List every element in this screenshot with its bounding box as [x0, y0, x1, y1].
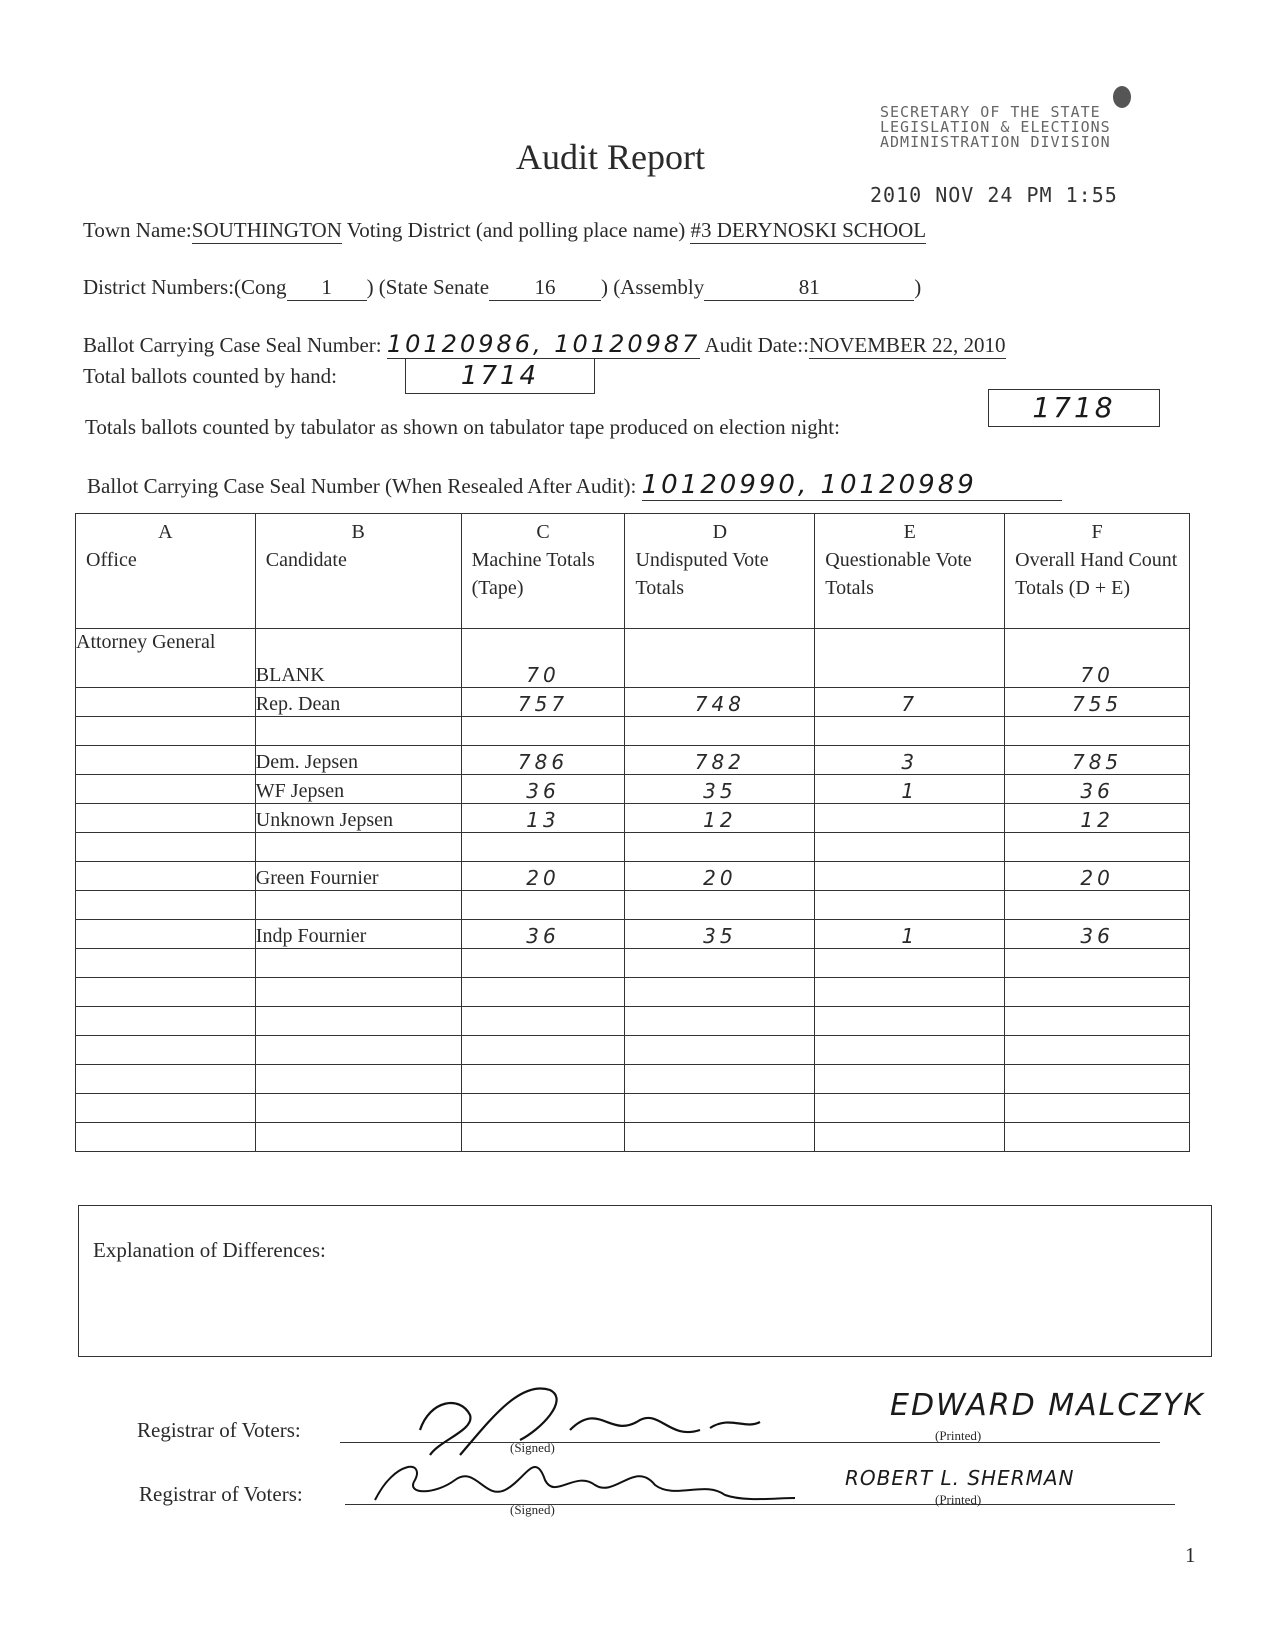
cell-undisputed — [625, 1094, 815, 1123]
table-row — [76, 949, 1190, 978]
cell-questionable — [815, 629, 1005, 688]
header-office: A Office — [76, 514, 256, 629]
table-row — [76, 1007, 1190, 1036]
cell-candidate: Green Fournier — [255, 862, 461, 891]
stamp-date: 2010 NOV 24 PM 1:55 — [870, 183, 1118, 207]
cell-overall: 20 — [1005, 862, 1190, 891]
cell-undisputed — [625, 1065, 815, 1094]
cell-office — [76, 717, 256, 746]
table-header-row — [76, 514, 1190, 629]
reseal-value: 10120990, 10120989 — [642, 470, 1062, 501]
cell-machine-total: 36 — [461, 775, 625, 804]
audit-date-label: Audit Date:: — [704, 333, 809, 357]
cell-office — [76, 1036, 256, 1065]
stamp-line-1: SECRETARY OF THE STATE — [880, 103, 1101, 121]
tabulator-value: 1718 — [1032, 391, 1116, 424]
cell-machine-total — [461, 891, 625, 920]
cell-overall: 70 — [1005, 629, 1190, 688]
registrar-2-signature — [365, 1440, 805, 1520]
cell-machine-total: 70 — [461, 629, 625, 688]
cell-questionable — [815, 1123, 1005, 1152]
page-number: 1 — [1185, 1543, 1196, 1567]
table-row — [76, 920, 1190, 949]
table-row — [76, 978, 1190, 1007]
cell-questionable — [815, 1094, 1005, 1123]
received-stamp — [880, 105, 1111, 150]
district-value: #3 DERYNOSKI SCHOOL — [690, 218, 927, 242]
hand-count-value: 1714 — [460, 361, 540, 391]
cell-undisputed: 35 — [625, 920, 815, 949]
cell-candidate: Dem. Jepsen — [255, 746, 461, 775]
cell-overall: 36 — [1005, 775, 1190, 804]
reseal-label: Ballot Carrying Case Seal Number (When Resealed After Audit): — [87, 474, 637, 498]
seal-line — [83, 330, 1006, 359]
cell-overall — [1005, 891, 1190, 920]
cell-candidate: WF Jepsen — [255, 775, 461, 804]
assembly-close: ) — [914, 275, 922, 299]
registrar-2-printed-name: ROBERT L. SHERMAN — [845, 1466, 1075, 1490]
cell-office — [76, 804, 256, 833]
cell-machine-total — [461, 978, 625, 1007]
senate-label: ) (State Senate — [366, 275, 490, 299]
reseal-line — [87, 470, 1062, 501]
senate-value: 16 — [489, 275, 601, 301]
cell-office — [76, 833, 256, 862]
cell-questionable — [815, 949, 1005, 978]
cell-office — [76, 775, 256, 804]
cell-office — [76, 1094, 256, 1123]
registrar-1-printed-caption: (Printed) — [935, 1428, 982, 1443]
cell-candidate — [255, 978, 461, 1007]
cell-office — [76, 891, 256, 920]
table-row — [76, 891, 1190, 920]
cell-undisputed: 20 — [625, 862, 815, 891]
cell-undisputed — [625, 1036, 815, 1065]
cell-overall — [1005, 833, 1190, 862]
cell-overall — [1005, 978, 1190, 1007]
cell-machine-total — [461, 1123, 625, 1152]
registrar-2-printed-caption: (Printed) — [935, 1492, 982, 1507]
cell-questionable — [815, 804, 1005, 833]
cong-value: 1 — [287, 275, 367, 301]
district-numbers-line — [83, 275, 921, 301]
cell-candidate: BLANK — [255, 629, 461, 688]
cell-questionable — [815, 1007, 1005, 1036]
cell-candidate: Indp Fournier — [255, 920, 461, 949]
cell-candidate: Rep. Dean — [255, 688, 461, 717]
hand-count-label: Total ballots counted by hand: — [83, 364, 337, 388]
cell-overall — [1005, 1036, 1190, 1065]
cell-candidate — [255, 949, 461, 978]
cell-office — [76, 1123, 256, 1152]
registrar-1-label: Registrar of Voters: — [137, 1418, 301, 1442]
cell-overall — [1005, 1094, 1190, 1123]
town-line — [83, 218, 926, 244]
cell-questionable — [815, 978, 1005, 1007]
cell-office — [76, 1007, 256, 1036]
cell-questionable: 3 — [815, 746, 1005, 775]
registrar-2-signed-caption: (Signed) — [510, 1502, 555, 1517]
registrar-2-label: Registrar of Voters: — [139, 1482, 303, 1506]
cell-questionable — [815, 891, 1005, 920]
table-row — [76, 804, 1190, 833]
cell-candidate — [255, 1007, 461, 1036]
cell-questionable — [815, 1036, 1005, 1065]
table-row — [76, 833, 1190, 862]
cell-machine-total: 757 — [461, 688, 625, 717]
cell-overall — [1005, 1007, 1190, 1036]
seal-value: 10120986, 10120987 — [386, 330, 701, 358]
cell-overall — [1005, 949, 1190, 978]
district-label: Voting District (and polling place name) — [346, 218, 686, 242]
table-row — [76, 1065, 1190, 1094]
cell-overall — [1005, 1065, 1190, 1094]
cell-undisputed — [625, 629, 815, 688]
header-candidate: B Candidate — [255, 514, 461, 629]
header-questionable: E Questionable Vote Totals — [815, 514, 1005, 629]
cell-overall — [1005, 1123, 1190, 1152]
table-row — [76, 746, 1190, 775]
cell-office — [76, 746, 256, 775]
cong-label: District Numbers:(Cong — [83, 275, 287, 299]
cell-machine-total: 20 — [461, 862, 625, 891]
cell-candidate — [255, 1036, 461, 1065]
registrar-1-printed-name: EDWARD MALCZYK — [890, 1388, 1205, 1423]
cell-questionable — [815, 862, 1005, 891]
cell-office: Attorney General — [76, 629, 256, 688]
cell-machine-total — [461, 833, 625, 862]
stamp-line-3: ADMINISTRATION DIVISION — [880, 133, 1111, 151]
tabulator-box — [988, 389, 1160, 427]
table-row — [76, 1094, 1190, 1123]
cell-undisputed — [625, 1007, 815, 1036]
explanation-box — [78, 1205, 1212, 1357]
cell-overall: 12 — [1005, 804, 1190, 833]
header-machine-totals: C Machine Totals (Tape) — [461, 514, 625, 629]
cell-questionable — [815, 833, 1005, 862]
tabulator-label: Totals ballots counted by tabulator as shown on tabulator tape produced on election night: — [85, 415, 840, 439]
cell-undisputed: 12 — [625, 804, 815, 833]
cell-questionable — [815, 717, 1005, 746]
cell-undisputed: 782 — [625, 746, 815, 775]
cell-undisputed — [625, 717, 815, 746]
header-undisputed: D Undisputed Vote Totals — [625, 514, 815, 629]
cell-machine-total: 786 — [461, 746, 625, 775]
cell-machine-total — [461, 949, 625, 978]
cell-machine-total — [461, 1036, 625, 1065]
cell-undisputed — [625, 891, 815, 920]
cell-machine-total — [461, 717, 625, 746]
explanation-label: Explanation of Differences: — [93, 1238, 326, 1262]
town-value: SOUTHINGTON — [191, 218, 342, 242]
hand-count-box — [405, 358, 595, 394]
cell-overall: 785 — [1005, 746, 1190, 775]
cell-candidate — [255, 891, 461, 920]
cell-candidate — [255, 833, 461, 862]
table-row — [76, 688, 1190, 717]
audit-table — [75, 513, 1190, 1152]
cell-undisputed — [625, 949, 815, 978]
cell-candidate — [255, 717, 461, 746]
cell-office — [76, 978, 256, 1007]
cell-overall — [1005, 717, 1190, 746]
audit-date-value: NOVEMBER 22, 2010 — [808, 333, 1006, 357]
table-row — [76, 1123, 1190, 1152]
cell-candidate — [255, 1123, 461, 1152]
table-row — [76, 717, 1190, 746]
cell-office — [76, 949, 256, 978]
cell-machine-total: 36 — [461, 920, 625, 949]
seal-label: Ballot Carrying Case Seal Number: — [83, 333, 382, 357]
cell-machine-total: 13 — [461, 804, 625, 833]
stamp-line-2: LEGISLATION & ELECTIONS — [880, 118, 1111, 136]
header-overall: F Overall Hand Count Totals (D + E) — [1005, 514, 1190, 629]
cell-undisputed — [625, 833, 815, 862]
table-row — [76, 775, 1190, 804]
cell-questionable — [815, 1065, 1005, 1094]
cell-questionable: 1 — [815, 920, 1005, 949]
cell-candidate: Unknown Jepsen — [255, 804, 461, 833]
cell-office — [76, 862, 256, 891]
assembly-value: 81 — [704, 275, 914, 301]
cell-questionable: 7 — [815, 688, 1005, 717]
cell-questionable: 1 — [815, 775, 1005, 804]
cell-candidate — [255, 1065, 461, 1094]
cell-machine-total — [461, 1065, 625, 1094]
cell-candidate — [255, 1094, 461, 1123]
page-title: Audit Report — [516, 137, 705, 177]
cell-undisputed — [625, 1123, 815, 1152]
cell-undisputed: 35 — [625, 775, 815, 804]
registrar-1-signed-caption: (Signed) — [510, 1440, 555, 1455]
table-row — [76, 862, 1190, 891]
cell-overall: 755 — [1005, 688, 1190, 717]
cell-overall: 36 — [1005, 920, 1190, 949]
assembly-label: ) (Assembly — [601, 275, 705, 299]
town-label: Town Name: — [83, 218, 192, 242]
cell-office — [76, 688, 256, 717]
cell-office — [76, 920, 256, 949]
stamp-seal-icon — [1113, 86, 1131, 108]
cell-machine-total — [461, 1007, 625, 1036]
cell-undisputed: 748 — [625, 688, 815, 717]
table-row — [76, 629, 1190, 688]
cell-machine-total — [461, 1094, 625, 1123]
table-row — [76, 1036, 1190, 1065]
cell-undisputed — [625, 978, 815, 1007]
cell-office — [76, 1065, 256, 1094]
